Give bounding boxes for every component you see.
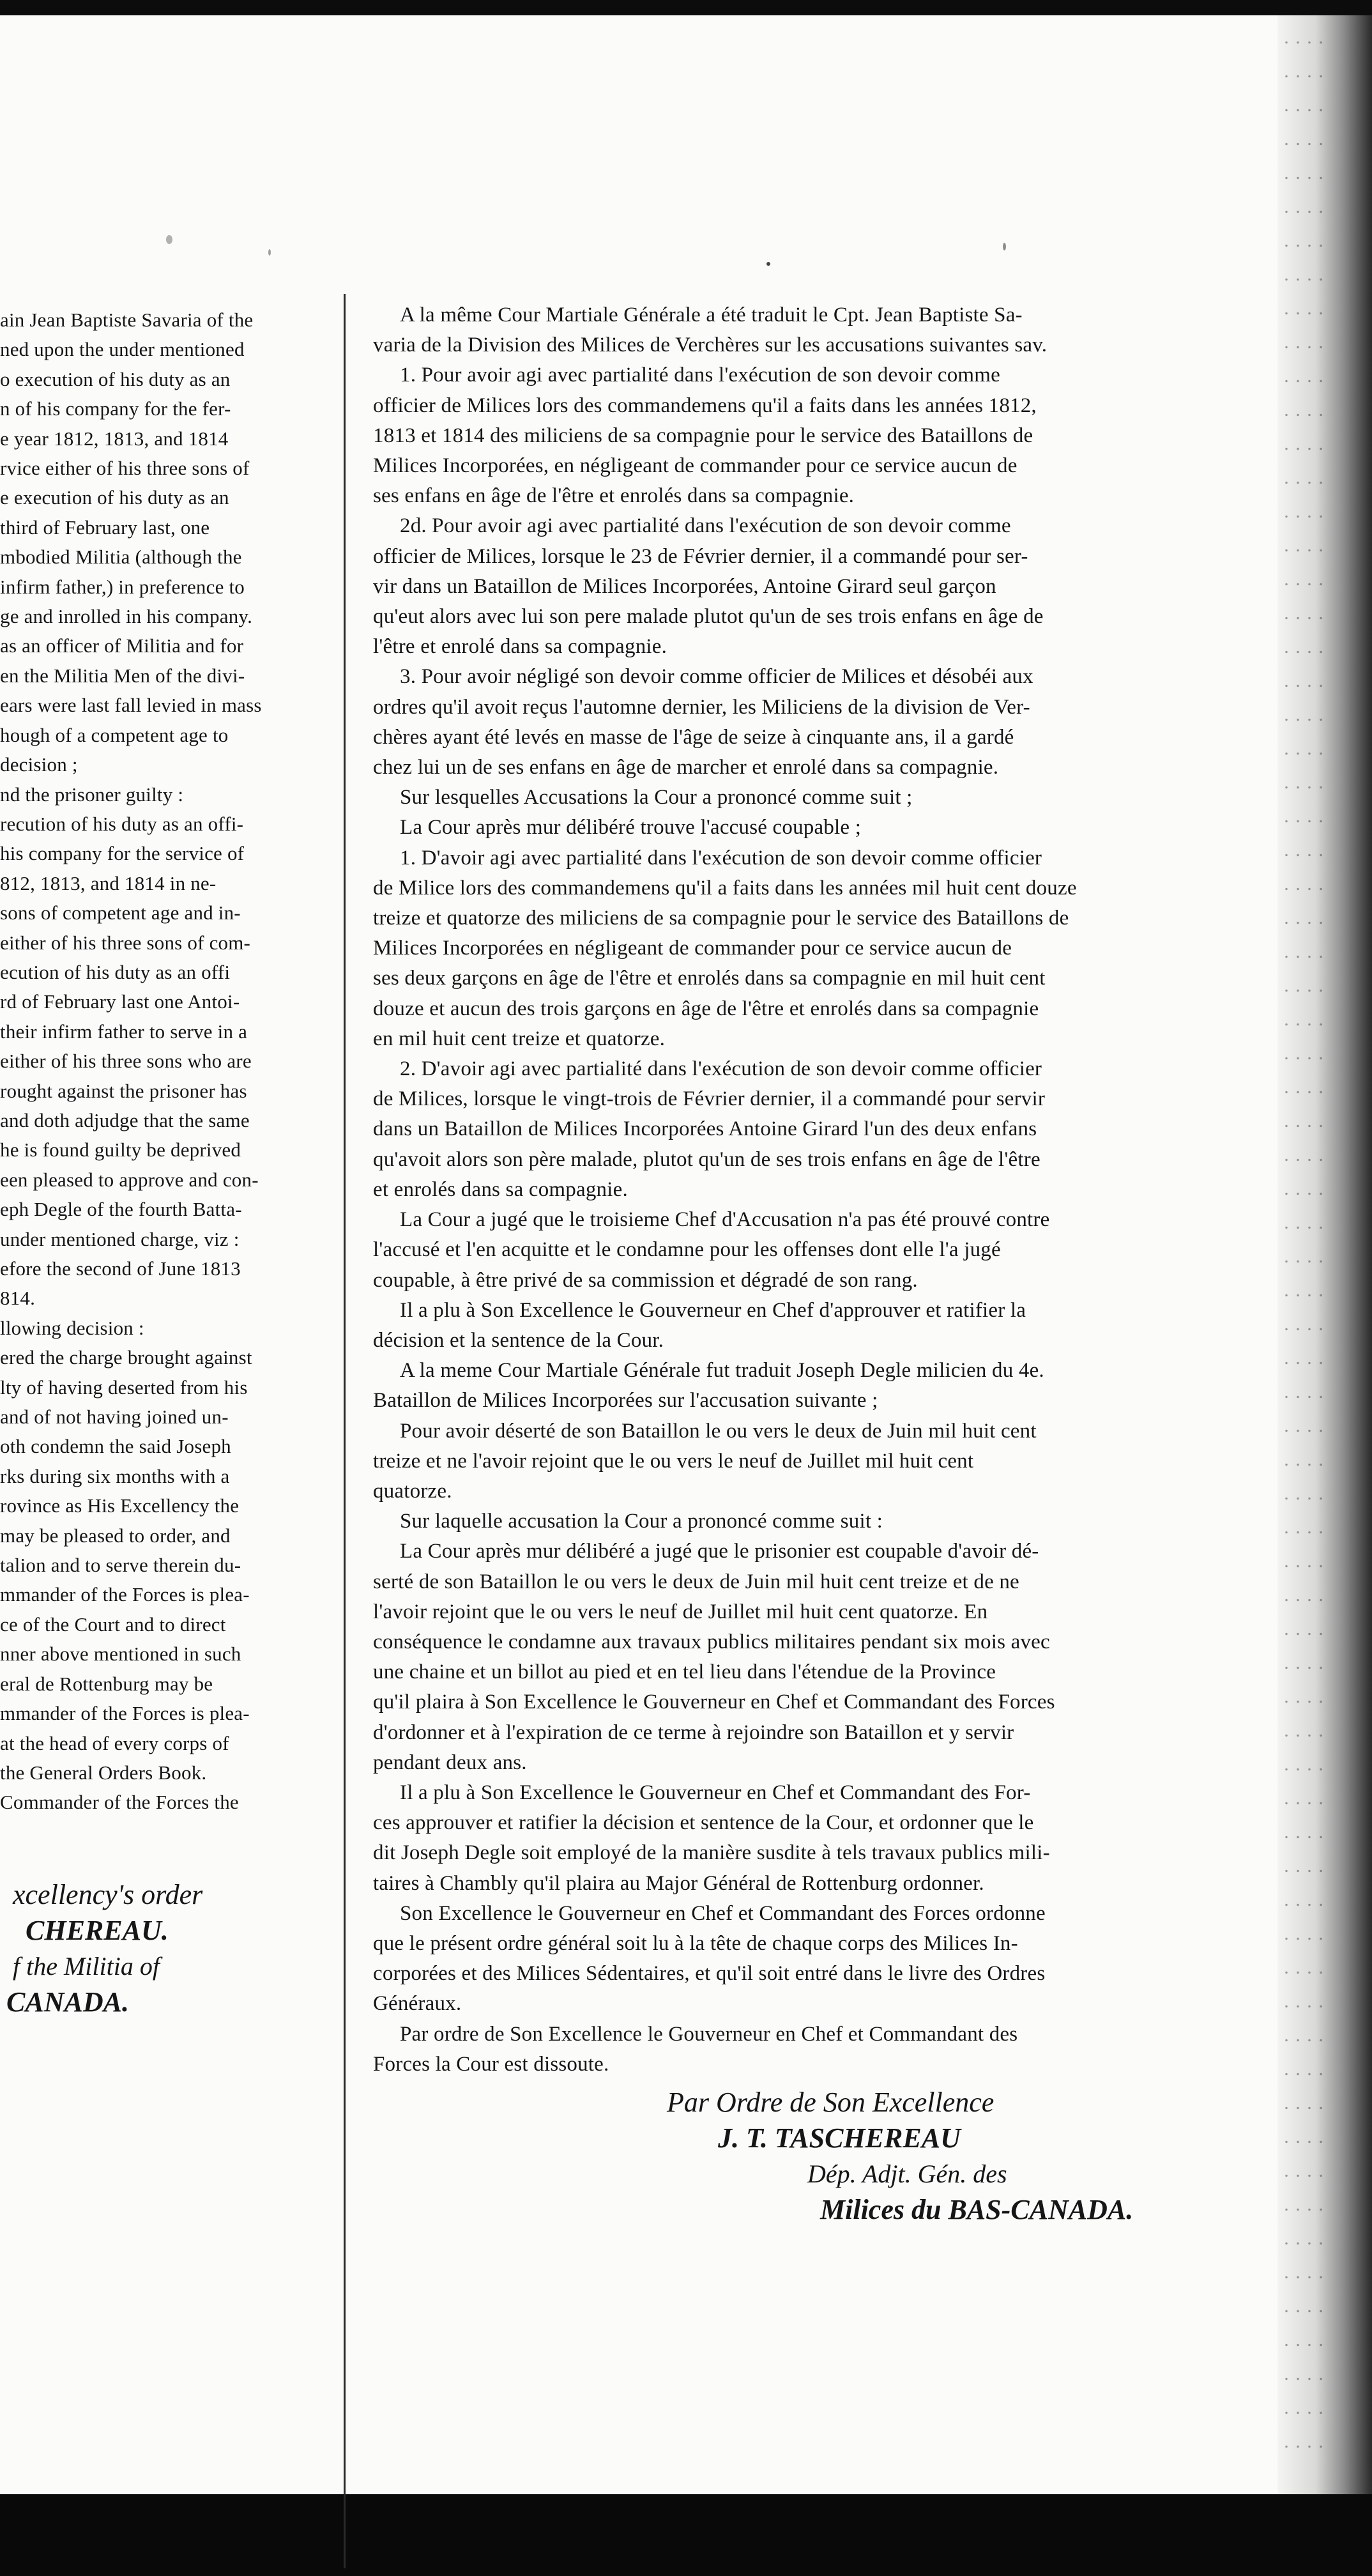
text-line: third of February last, one [0, 516, 210, 539]
text-line: de Milices, lorsque le vingt-trois de Février dernier, il a commandé pour servir [373, 1087, 1046, 1111]
text-line: 812, 1813, and 1814 in ne- [0, 871, 217, 894]
text-line: conséquence le condamne aux travaux publics militaires pendant six mois avec [373, 1630, 1050, 1653]
text-line: recution of his duty as an offi- [0, 812, 244, 835]
text-line: dit Joseph Degle soit employé de la manière susdite à tels travaux publics mili- [373, 1841, 1050, 1865]
text-line: décision et la sentence de la Cour. [373, 1328, 664, 1352]
text-line: their infirm father to serve in a [0, 1020, 248, 1043]
signature-line: Dép. Adjt. Gén. des [807, 2159, 1007, 2188]
text-line: ses deux garçons en âge de l'être et enrolés dans sa compagnie en mil huit cent [373, 967, 1046, 990]
text-line: Commander of the Forces the [0, 1791, 239, 1814]
signature-line: Milices du BAS-CANADA. [820, 2193, 1134, 2225]
text-line: hough of a competent age to [0, 723, 229, 746]
text-line: ecution of his duty as an offi [0, 960, 231, 983]
signature-line: J. T. TASCHEREAU [718, 2122, 961, 2154]
text-line: o execution of his duty as an [0, 367, 231, 390]
text-line: 2. D'avoir agi avec partialité dans l'exécution de son devoir comme officier [400, 1057, 1042, 1081]
text-line: ered the charge brought against [0, 1346, 252, 1369]
text-line: quatorze. [373, 1479, 452, 1503]
text-line: Bataillon de Milices Incorporées sur l'accusation suivante ; [373, 1389, 878, 1413]
scan-top-border [0, 0, 1372, 15]
text-line: qu'avoit alors son père malade, plutot qu'un de ses trois enfans en âge de l'être [373, 1147, 1040, 1171]
text-line: La Cour a jugé que le troisieme Chef d'Accusation n'a pas été prouvé contre [400, 1208, 1050, 1232]
text-line: 1. Pour avoir agi avec partialité dans l'exécution de son devoir comme [400, 364, 1000, 387]
text-line: taires à Chambly qu'il plaira au Major Général de Rottenburg ordonner. [373, 1871, 984, 1895]
text-line: 1. D'avoir agi avec partialité dans l'exécution de son devoir comme officier [400, 846, 1042, 870]
text-line: l'avoir rejoint que le ou vers le neuf de Juillet mil huit cent quatorze. En [373, 1600, 988, 1623]
text-line: under mentioned charge, viz : [0, 1227, 240, 1250]
text-line: ain Jean Baptiste Savaria of the [0, 309, 254, 331]
text-line: Forces la Cour est dissoute. [373, 2052, 609, 2076]
text-line: l'être et enrolé dans sa compagnie. [373, 635, 667, 659]
text-line: 1813 et 1814 des miliciens de sa compagnie pour le service des Bataillons de [373, 424, 1033, 447]
left-column-english [0, 305, 341, 1818]
text-line: officier de Milices, lorsque le 23 de Février dernier, il a commandé pour ser- [373, 544, 1028, 568]
text-line: serté de son Bataillon le ou vers le deux de Juin mil huit cent treize et de ne [373, 1570, 1019, 1593]
text-line: Pour avoir déserté de son Bataillon le ou vers le deux de Juin mil huit cent [400, 1419, 1037, 1443]
text-line: een pleased to approve and con- [0, 1168, 259, 1191]
text-line: qu'il plaira à Son Excellence le Gouverneur en Chef et Commandant des Forces [373, 1690, 1055, 1714]
text-line: une chaine et un billot au pied et en tel lieu dans l'étendue de la Province [373, 1660, 996, 1684]
text-line: 814. [0, 1287, 36, 1310]
text-line: Sur lesquelles Accusations la Cour a prononcé comme suit ; [400, 786, 913, 809]
text-line: que le présent ordre général soit lu à la tête de chaque corps des Milices In- [373, 1931, 1018, 1955]
text-line: ses enfans en âge de l'être et enrolés dans sa compagnie. [373, 484, 855, 508]
signature-line: CHEREAU. [26, 1915, 169, 1946]
text-line: at the head of every corps of [0, 1731, 229, 1754]
text-line: ge and inrolled in his company. [0, 605, 253, 628]
text-line: infirm father,) in preference to [0, 575, 245, 598]
page-edge-speckles [1281, 26, 1325, 2453]
text-line: n of his company for the fer- [0, 397, 231, 420]
text-line: efore the second of June 1813 [0, 1257, 241, 1280]
column-divider [344, 294, 346, 2568]
text-line: his company for the service of [0, 842, 245, 865]
text-line: chez lui un de ses enfans en âge de marcher et enrolé dans sa compagnie. [373, 756, 999, 779]
text-line: e year 1812, 1813, and 1814 [0, 427, 229, 450]
text-line: treize et ne l'avoir rejoint que le ou vers le neuf de Juillet mil huit cent [373, 1449, 974, 1473]
text-line: varia de la Division des Milices de Verchères sur les accusations suivantes sav. [373, 334, 1048, 357]
text-line: sons of competent age and in- [0, 901, 241, 924]
signature-line: f the Militia of [13, 1952, 160, 1981]
text-line: 2d. Pour avoir agi avec partialité dans l'exécution de son devoir comme [400, 514, 1011, 538]
text-line: rd of February last one Antoi- [0, 990, 240, 1013]
text-line: ce of the Court and to direct [0, 1613, 226, 1636]
text-line: Il a plu à Son Excellence le Gouverneur en Chef et Commandant des For- [400, 1781, 1031, 1804]
text-line: either of his three sons of com- [0, 931, 251, 954]
text-line: may be pleased to order, and [0, 1524, 231, 1547]
text-line: e execution of his duty as an [0, 486, 229, 509]
text-line: vir dans un Bataillon de Milices Incorporées, Antoine Girard seul garçon [373, 574, 996, 598]
text-line: A la meme Cour Martiale Générale fut traduit Joseph Degle milicien du 4e. [400, 1359, 1044, 1383]
text-line: de Milice lors des commandemens qu'il a faits dans les années mil huit cent douze [373, 876, 1077, 900]
text-line: ears were last fall levied in mass [0, 694, 262, 717]
text-line: chères ayant été levés en masse de l'âge de seize à cinquante ans, il a gardé [373, 725, 1014, 749]
text-line: qu'eut alors avec lui son pere malade plutot qu'un de ses trois enfans en âge de [373, 605, 1044, 629]
text-line: Milices Incorporées en négligeant de commander pour ce service aucun de [373, 937, 1012, 960]
text-line: mmander of the Forces is plea- [0, 1583, 250, 1606]
text-line: coupable, à être privé de sa commission et dégradé de son rang. [373, 1268, 918, 1292]
left-column-signature [0, 1877, 341, 2020]
text-line: en the Militia Men of the divi- [0, 664, 245, 687]
text-line: mbodied Militia (although the [0, 546, 242, 569]
text-line: decision ; [0, 753, 78, 776]
text-line: rks during six months with a [0, 1464, 230, 1487]
text-line: llowing decision : [0, 1316, 144, 1339]
text-line: oth condemn the said Joseph [0, 1435, 231, 1458]
text-line: mmander of the Forces is plea- [0, 1702, 250, 1725]
text-line: rought against the prisoner has [0, 1079, 247, 1102]
text-line: douze et aucun des trois garçons en âge de l'être et enrolés dans sa compagnie [373, 997, 1039, 1020]
text-line: Son Excellence le Gouverneur en Chef et Commandant des Forces ordonne [400, 1901, 1046, 1925]
right-column-french [373, 300, 1216, 2228]
scan-speckles [153, 230, 1048, 281]
text-line: dans un Bataillon de Milices Incorporées Antoine Girard l'un des deux enfans [373, 1117, 1037, 1141]
text-line: ned upon the under mentioned [0, 338, 245, 361]
text-line: 3. Pour avoir négligé son devoir comme officier de Milices et désobéi aux [400, 665, 1033, 689]
text-line: Il a plu à Son Excellence le Gouverneur en Chef d'approuver et ratifier la [400, 1298, 1026, 1322]
signature-line: CANADA. [6, 1986, 129, 2018]
text-line: rvice either of his three sons of [0, 457, 250, 480]
text-line: either of his three sons who are [0, 1050, 252, 1073]
text-line: talion and to serve therein du- [0, 1554, 241, 1577]
signature-line: xcellency's order [13, 1879, 203, 1910]
text-line: he is found guilty be deprived [0, 1138, 241, 1162]
text-line: d'ordonner et à l'expiration de ce terme à rejoindre son Bataillon et y servir [373, 1721, 1014, 1744]
scan-bottom-border [0, 2494, 1372, 2576]
text-line: the General Orders Book. [0, 1761, 207, 1784]
text-line: A la même Cour Martiale Générale a été traduit le Cpt. Jean Baptiste Sa- [400, 303, 1023, 326]
text-line: eph Degle of the fourth Batta- [0, 1198, 242, 1221]
text-line: pendant deux ans. [373, 1751, 527, 1774]
text-line: treize et quatorze des miliciens de sa compagnie pour le service des Bataillons de [373, 907, 1069, 930]
text-line: La Cour après mur délibéré trouve l'accusé coupable ; [400, 816, 862, 839]
text-line: and of not having joined un- [0, 1406, 229, 1429]
text-line: Milices Incorporées, en négligeant de commander pour ce service aucun de [373, 454, 1018, 478]
text-line: ces approuver et ratifier la décision et sentence de la Cour, et ordonner que le [373, 1811, 1034, 1835]
signature-line: Par Ordre de Son Excellence [667, 2086, 995, 2118]
right-signature-block [373, 2085, 1216, 2228]
text-line: nner above mentioned in such [0, 1643, 241, 1666]
text-line: rovince as His Excellency the [0, 1494, 240, 1517]
text-line: l'accusé et l'en acquitte et le condamne pour les offenses dont elle l'a jugé [373, 1238, 1001, 1262]
text-line: and doth adjudge that the same [0, 1108, 250, 1131]
text-line: nd the prisoner guilty : [0, 783, 184, 806]
text-line: en mil huit cent treize et quatorze. [373, 1027, 666, 1050]
text-line: officier de Milices lors des commandemens qu'il a faits dans les années 1812, [373, 394, 1037, 417]
text-line: Par ordre de Son Excellence le Gouverneur en Chef et Commandant des [400, 2022, 1018, 2046]
text-line: La Cour après mur délibéré a jugé que le prisonier est coupable d'avoir dé- [400, 1540, 1039, 1563]
text-line: corporées et des Milices Sédentaires, et qu'il soit entré dans le livre des Ordres [373, 1962, 1046, 1986]
text-line: lty of having deserted from his [0, 1376, 248, 1399]
text-line: Généraux. [373, 1992, 462, 2016]
text-line: eral de Rottenburg may be [0, 1672, 213, 1695]
text-line: et enrolés dans sa compagnie. [373, 1177, 628, 1201]
text-line: ordres qu'il avoit reçus l'automne dernier, les Miliciens de la division de Ver- [373, 695, 1030, 719]
text-line: Sur laquelle accusation la Cour a prononcé comme suit : [400, 1510, 883, 1533]
text-line: as an officer of Militia and for [0, 634, 244, 657]
